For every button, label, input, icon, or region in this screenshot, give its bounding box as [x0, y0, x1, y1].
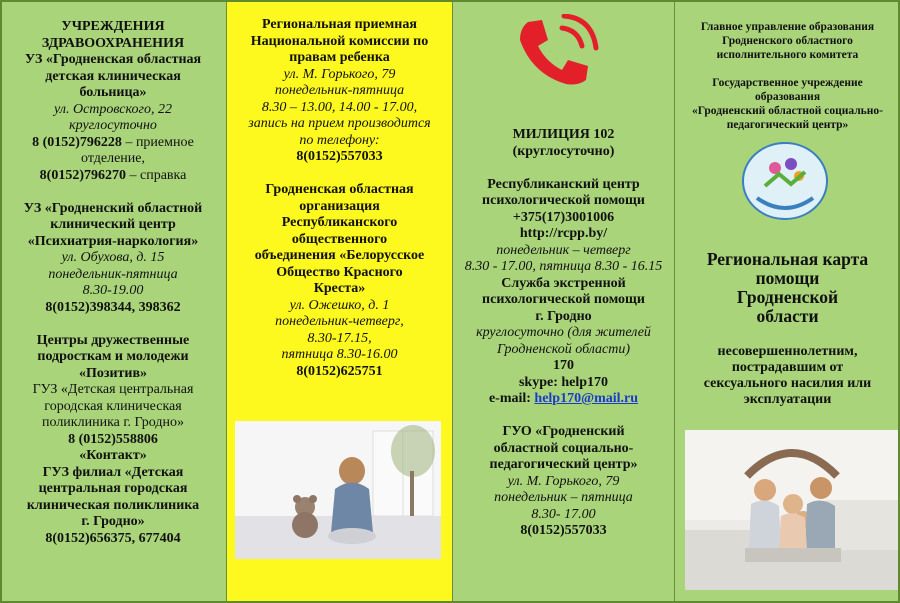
reception-line: Республиканского [281, 215, 398, 230]
emergency-line: Республиканский центр [487, 176, 640, 192]
reception-line: понедельник-пятница [274, 83, 405, 98]
reception-line: пятница 8.30-16.00 [281, 347, 398, 362]
issuer-line: Главное управление образования [700, 21, 875, 33]
email-link[interactable]: help170@mail.ru [534, 391, 639, 406]
health-line: клиническая поликлиника [26, 497, 200, 513]
reception-line: правам ребенка [289, 50, 390, 65]
health-institutions-text [0, 19, 226, 547]
cover-title [675, 250, 900, 326]
health-line: отделение, [81, 151, 145, 166]
emergency-line: 8.30- 17.00 [531, 506, 596, 522]
health-line: 8(0152)656375, 677404 [45, 530, 181, 546]
title-line: области [756, 306, 819, 326]
regional-reception-text [227, 17, 452, 380]
issuer-line: Гродненского областного [722, 35, 853, 47]
health-line [0, 135, 226, 152]
health-line: ГУЗ «Детская центральная [32, 382, 194, 397]
health-line: 8.30-19.00 [82, 283, 144, 298]
reception-line: Общество Красного [276, 264, 403, 280]
reception-line: 8.30-17.15, [307, 330, 372, 346]
issuer-line: исполнительного комитета [716, 49, 859, 61]
emergency-line: психологической помощи [482, 292, 645, 307]
emergency-line [453, 160, 674, 177]
emergency-line: http://rcpp.by/ [519, 226, 608, 241]
health-line: УЗ «Гродненский областной [23, 200, 203, 216]
subtitle-line: несовершеннолетним, [717, 344, 858, 359]
panel-emergency-help [452, 0, 674, 603]
phone-handset-icon [508, 14, 604, 88]
emergency-line: 8.30 - 17.00, пятница 8.30 - 16.15 [464, 259, 663, 274]
health-line [0, 316, 226, 333]
health-line: г. Гродно» [81, 514, 145, 529]
emergency-line: понедельник – пятница [494, 490, 633, 505]
reception-line: общественного [291, 231, 388, 247]
phone-number: 8 (0152)796228 [32, 134, 122, 150]
reception-line: Гродненская областная [265, 182, 414, 197]
health-line: ГУЗ филиал «Детская [42, 464, 184, 480]
title-line: помощи [755, 268, 820, 288]
cover-subtitle [675, 344, 900, 408]
reception-line: организация [299, 198, 380, 214]
reception-line: объединения «Белорусское [254, 248, 425, 263]
health-line [0, 184, 226, 201]
health-line: УЗ «Гродненская областная [24, 52, 202, 67]
reception-line: понедельник-четверг, [275, 314, 404, 329]
health-line: «Контакт» [79, 448, 147, 463]
emergency-line: skype: help170 [518, 374, 609, 390]
emergency-line: педагогический центр» [489, 457, 638, 472]
health-line: поликлиника г. Гродно» [42, 415, 184, 430]
issuer-header [675, 20, 900, 132]
issuer-line [675, 62, 900, 76]
social-pedagogical-center-logo [735, 138, 835, 224]
reception-line: 8(0152)557033 [296, 149, 383, 164]
reception-line: Региональная приемная [262, 17, 417, 32]
emergency-line: ГУО «Гродненский [502, 424, 625, 439]
health-line: центральная городская [38, 481, 188, 496]
health-line: подросткам и молодежи [37, 349, 189, 364]
health-line: Центры дружественные [36, 332, 190, 348]
title-line: Региональная карта [706, 249, 869, 269]
subtitle-line: пострадавшим от [731, 360, 844, 375]
child-with-teddy-photo [235, 421, 441, 559]
health-line: ул. Обухова, д. 15 [61, 250, 165, 265]
issuer-line: образования [754, 91, 821, 103]
health-line: 8(0152)398344, 398362 [45, 299, 181, 315]
health-line: круглосуточно [69, 118, 157, 133]
health-line: «Психиатрия-наркология» [27, 233, 199, 249]
reception-line: 8(0152)625751 [296, 363, 383, 379]
health-line: УЧРЕЖДЕНИЯ [61, 19, 165, 34]
title-line: Гродненской [736, 287, 839, 307]
health-line [0, 168, 226, 185]
emergency-line: 170 [553, 358, 574, 373]
phone-note: – справка [125, 167, 187, 183]
health-line: ЗДРАВООХРАНЕНИЯ [41, 35, 185, 51]
reception-line: Креста» [313, 281, 366, 296]
reception-line: ул. М. Горького, 79 [283, 66, 396, 82]
reception-line: по телефону: [299, 132, 380, 148]
emergency-line: МИЛИЦИЯ 102 [512, 127, 615, 142]
health-line: городская клиническая [44, 398, 182, 414]
emergency-line: Служба экстренной [501, 275, 626, 291]
issuer-line: педагогический центр» [726, 119, 849, 131]
panel-health-institutions [0, 0, 226, 603]
emergency-line: круглосуточно (для жителей [476, 325, 651, 340]
health-line: понедельник-пятница [48, 266, 178, 282]
health-line: больница» [79, 85, 147, 100]
emergency-line: ул. М. Горького, 79 [507, 473, 620, 489]
emergency-line [453, 391, 674, 408]
health-line: клинический центр [50, 217, 176, 232]
reception-line: 8.30 – 13.00, 14.00 - 17.00, [261, 99, 418, 115]
emergency-line: 8(0152)557033 [520, 523, 607, 538]
reception-line: запись на прием производится [248, 116, 431, 131]
health-line: «Позитив» [78, 365, 148, 381]
emergency-line [453, 408, 674, 425]
emergency-line: областной социально- [493, 440, 634, 456]
reception-line: Национальной комиссии по [250, 33, 429, 49]
health-line: ул. Островского, 22 [54, 101, 172, 117]
panel-regional-reception [226, 0, 452, 603]
emergency-line: г. Гродно [535, 308, 592, 324]
reception-line [227, 166, 452, 183]
emergency-line: (круглосуточно) [512, 143, 615, 159]
emergency-line: понедельник – четверг [496, 242, 631, 258]
health-line: детская клиническая [45, 68, 181, 84]
emergency-line: психологической помощи [482, 193, 645, 208]
phone-number: 8(0152)796270 [39, 167, 126, 183]
emergency-line: +375(17)3001006 [512, 209, 615, 225]
phone-note: – приемное [121, 134, 194, 150]
email-label: e-mail: [488, 391, 535, 406]
issuer-line: Государственное учреждение [712, 77, 863, 89]
subtitle-line: эксплуатации [743, 392, 832, 407]
issuer-line: «Гродненский областной социально- [692, 105, 883, 117]
subtitle-line: сексуального насилия или [703, 376, 872, 391]
reception-line: ул. Ожешко, д. 1 [289, 297, 390, 313]
panel-cover [674, 0, 900, 603]
health-line: 8 (0152)558806 [68, 431, 158, 447]
emergency-help-text [453, 127, 674, 540]
emergency-line: Гродненской области) [496, 341, 631, 357]
family-photo [685, 430, 899, 590]
